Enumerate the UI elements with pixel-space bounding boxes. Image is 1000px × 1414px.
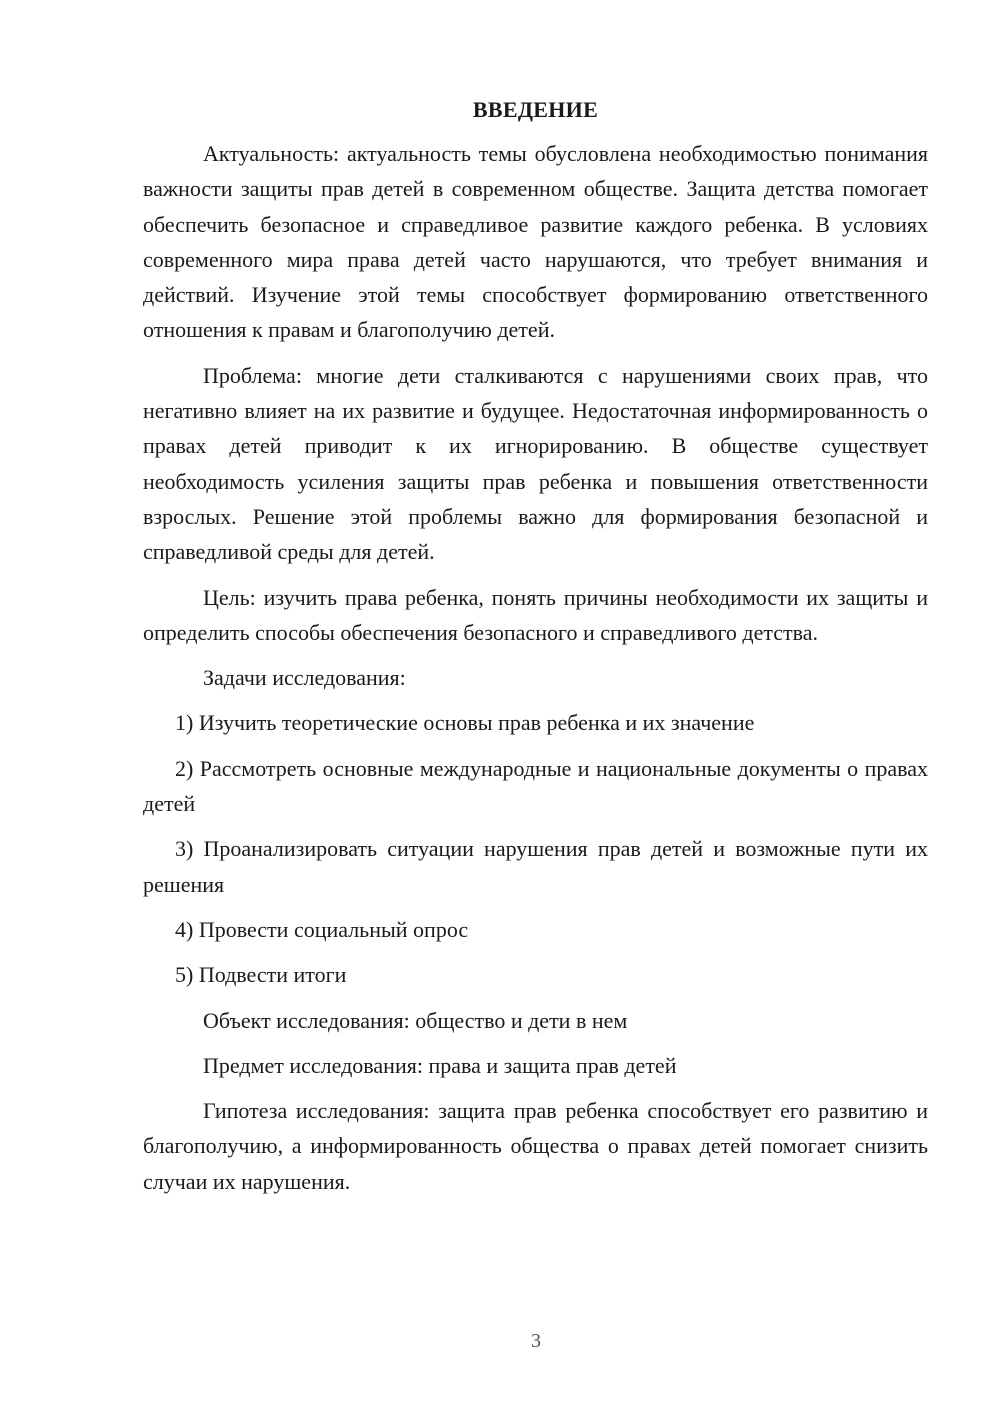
paragraph-goal: Цель: изучить права ребенка, понять причины необходимости их защиты и определить способы обеспечения безопасного и справедливого детства. <box>143 584 928 645</box>
page-number: 3 <box>531 1330 541 1352</box>
research-object: Объект исследования: общество и дети в нем <box>203 1007 628 1033</box>
research-subject: Предмет исследования: права и защита прав детей <box>203 1052 677 1078</box>
tasks-heading: Задачи исследования: <box>203 665 406 691</box>
task-item-3: 3) Проанализировать ситуации нарушения прав детей и возможные пути их решения <box>143 836 928 897</box>
task-item-4: 4) Провести социальный опрос <box>175 916 469 942</box>
paragraph-problem: Проблема: многие дети сталкиваются с нарушениями своих прав, что негативно влияет на их развитие и будущее. Недостаточная информированность о правах детей приводит к их игнорированию. В обществе существует необходимость усиления защиты прав ребенка и повышения ответственности взрослых. Решение этой проблемы важно для формирования безопасной и справедливой среды для детей. <box>143 362 928 565</box>
paragraph-relevance: Актуальность: актуальность темы обусловлена необходимостью понимания важности защиты прав детей в современном обществе. Защита детства помогает обеспечить безопасное и справедливое развитие каждого ребенка. В условиях современного мира права детей часто нарушаются, что требует внимания и действий. Изучение этой темы способствует формированию ответственного отношения к правам и благополучию детей. <box>143 141 928 343</box>
task-item-1: 1) Изучить теоретические основы прав ребенка и их значение <box>175 710 755 736</box>
document-page <box>143 92 928 1209</box>
research-hypothesis: Гипотеза исследования: защита прав ребенка способствует его развитию и благополучию, а информированность общества о правах детей помогает снизить случаи их нарушения. <box>143 1098 928 1194</box>
page-title: ВВЕДЕНИЕ <box>472 97 599 122</box>
task-item-5: 5) Подвести итоги <box>175 962 347 988</box>
task-item-2: 2) Рассмотреть основные международные и национальные документы о правах детей <box>143 755 928 817</box>
